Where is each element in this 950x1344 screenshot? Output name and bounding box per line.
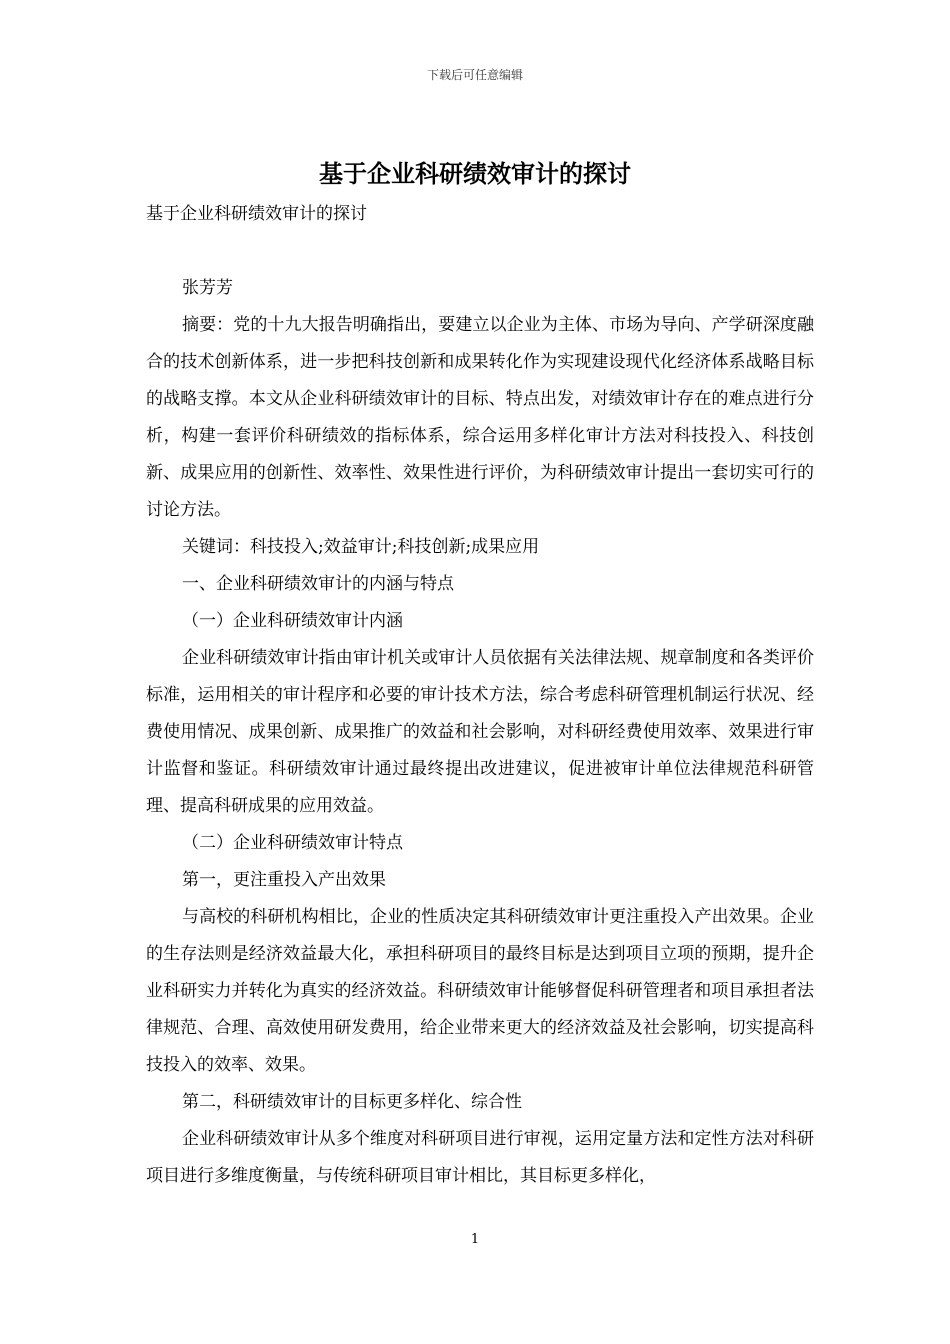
blank-line bbox=[146, 233, 814, 270]
body-paragraph: 企业科研绩效审计指由审计机关或审计人员依据有关法律法规、规章制度和各类评价标准，运用相关的审计程序和必要的审计技术方法，综合考虑科研管理机制运行状况、经费使用情况、成果创新、成果推广的效益和社会影响，对科研经费使用效率、效果进行审计监督和鉴证。科研绩效审计通过最终提出改进建议，促进被审计单位法律规范科研管理、提高科研成果的应用效益。 bbox=[146, 648, 814, 816]
point-heading-1: 第一，更注重投入产出效果 bbox=[182, 870, 386, 890]
header-note: 下载后可任意编辑 bbox=[426, 68, 523, 82]
point-heading-2: 第二，科研绩效审计的目标更多样化、综合性 bbox=[182, 1092, 522, 1112]
document-title: 基于企业科研绩效审计的探讨 bbox=[319, 160, 631, 188]
document-subtitle: 基于企业科研绩效审计的探讨 bbox=[146, 204, 367, 224]
keywords-paragraph: 关键词：科技投入;效益审计;科技创新;成果应用 bbox=[182, 537, 540, 557]
page-number: 1 bbox=[470, 1232, 480, 1247]
body-paragraph: 与高校的科研机构相比，企业的性质决定其科研绩效审计更注重投入产出效果。企业的生存法则是经济效益最大化，承担科研项目的最终目标是达到项目立项的预期，提升企业科研实力并转化为真实的经济效益。科研绩效审计能够督促科研管理者和项目承担者法律规范、合理、高效使用研发费用，给企业带来更大的经济效益及社会影响，切实提高科技投入的效率、效果。 bbox=[146, 907, 814, 1075]
document-body bbox=[146, 196, 814, 1195]
author-name: 张芳芳 bbox=[182, 278, 233, 298]
abstract-paragraph: 摘要：党的十九大报告明确指出，要建立以企业为主体、市场为导向、产学研深度融合的技术创新体系，进一步把科技创新和成果转化作为实现建设现代化经济体系战略目标的战略支撑。本文从企业科研绩效审计的目标、特点出发，对绩效审计存在的难点进行分析，构建一套评价科研绩效的指标体系，综合运用多样化审计方法对科技投入、科技创新、成果应用的创新性、效率性、效果性进行评价，为科研绩效审计提出一套切实可行的讨论方法。 bbox=[146, 315, 814, 520]
subsection-heading-1: （一）企业科研绩效审计内涵 bbox=[182, 611, 403, 631]
section-heading-1: 一、企业科研绩效审计的内涵与特点 bbox=[182, 574, 454, 594]
subsection-heading-2: （二）企业科研绩效审计特点 bbox=[182, 833, 403, 853]
body-paragraph: 企业科研绩效审计从多个维度对科研项目进行审视，运用定量方法和定性方法对科研项目进行多维度衡量，与传统科研项目审计相比，其目标更多样化， bbox=[146, 1129, 814, 1186]
